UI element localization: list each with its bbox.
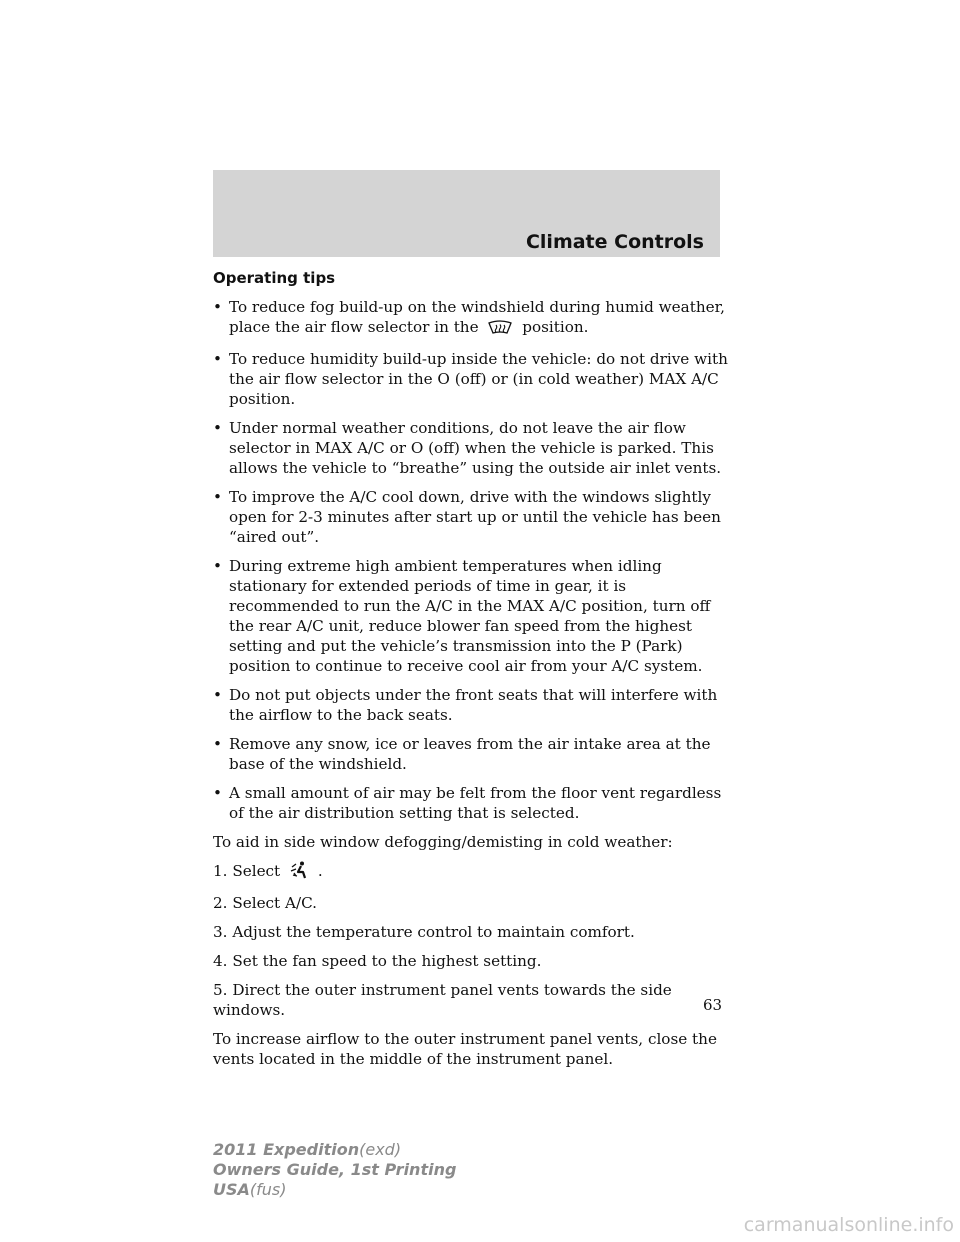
bullet: • (213, 298, 222, 316)
tip-text: A small amount of air may be felt from the floor vent regardless of the air distribution setting that is selected. (229, 784, 722, 822)
step-1-text: 1. Select (213, 862, 281, 880)
chapter-header-band (213, 170, 720, 257)
step-3: 3. Adjust the temperature control to maintain comfort. (213, 923, 635, 941)
footer-line-2: Owners Guide, 1st Printing (213, 1160, 457, 1179)
footer-line-1 (213, 1140, 456, 1160)
floor-defrost-icon (289, 861, 309, 884)
page-content (213, 268, 728, 1078)
tip-item (213, 487, 728, 547)
tip-text: Remove any snow, ice or leaves from the air intake area at the base of the windshield. (229, 735, 711, 773)
bullet: • (213, 488, 222, 506)
tip-text: To improve the A/C cool down, drive with the windows slightly open for 2-3 minutes after start up or until the vehicle has been “aired out”. (229, 488, 721, 546)
tip-item (213, 418, 728, 478)
bullet: • (213, 784, 222, 802)
footer-market: USA (213, 1180, 250, 1199)
step-2: 2. Select A/C. (213, 894, 317, 912)
step-1-punct: . (317, 862, 323, 880)
footer-model: 2011 Expedition (213, 1140, 360, 1159)
closing-paragraph: To increase airflow to the outer instrument panel vents, close the vents located in the middle of the instrument panel. (213, 1030, 717, 1068)
step-5: 5. Direct the outer instrument panel vents towards the side windows. (213, 981, 672, 1019)
tip-item (213, 349, 728, 409)
bullet: • (213, 557, 222, 575)
tip-text-continued: position. (522, 318, 589, 336)
site-watermark: carmanualsonline.info (743, 1214, 954, 1236)
tip-text: To reduce fog build-up on the windshield during humid weather, place the air flow selector in the (229, 298, 726, 336)
tip-item (213, 734, 728, 774)
footer-model-code: (exd) (359, 1140, 402, 1159)
tip-text: Under normal weather conditions, do not leave the air flow selector in MAX A/C or O (off) when the vehicle is parked. This allows the vehicle to “breathe” using the outside air inlet vents. (229, 419, 722, 477)
defog-intro: To aid in side window defogging/demisting in cold weather: (213, 833, 673, 851)
bullet: • (213, 686, 222, 704)
page-number: 63 (703, 996, 723, 1014)
step-4: 4. Set the fan speed to the highest setting. (213, 952, 542, 970)
step-1 (213, 861, 728, 884)
tips-list (213, 297, 728, 823)
tip-item (213, 783, 728, 823)
windshield-defrost-icon (487, 319, 513, 340)
tip-text: To reduce humidity build-up inside the vehicle: do not drive with the air flow selector in the O (off) or (in cold weather) MAX A/C position. (229, 350, 728, 408)
chapter-title: Climate Controls (525, 231, 704, 253)
print-footer (213, 1140, 456, 1200)
footer-line-3 (213, 1180, 456, 1200)
tip-item (213, 685, 728, 725)
bullet: • (213, 735, 222, 753)
tip-text: Do not put objects under the front seats that will interfere with the airflow to the back seats. (229, 686, 718, 724)
section-title: Operating tips (213, 269, 336, 287)
tip-text: During extreme high ambient temperatures when idling stationary for extended periods of time in gear, it is recommended to run the A/C in the MAX A/C position, turn off the rear A/C unit, reduce blower fan speed from the highest setting and put the vehicle’s transmission into the P (Park) position to continue to receive cool air from your A/C system. (229, 557, 711, 675)
bullet: • (213, 350, 222, 368)
tip-item (213, 297, 728, 340)
bullet: • (213, 419, 222, 437)
footer-market-code: (fus) (249, 1180, 287, 1199)
tip-item (213, 556, 728, 676)
